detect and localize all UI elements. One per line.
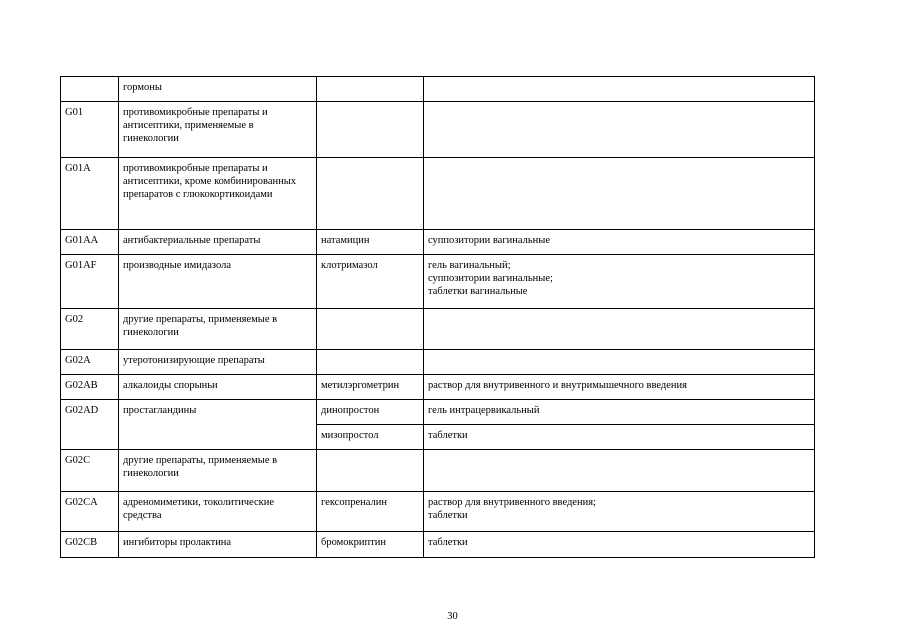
table-row	[61, 158, 815, 230]
group-cell: другие препараты, применяемые в гинекологии	[119, 309, 317, 350]
atc-code-cell: G02CA	[61, 492, 119, 532]
dosage-form-cell	[424, 102, 815, 158]
atc-code-cell: G01A	[61, 158, 119, 230]
dosage-form-cell	[424, 158, 815, 230]
dosage-form-cell	[424, 350, 815, 375]
atc-code-cell: G02A	[61, 350, 119, 375]
table-row	[61, 492, 815, 532]
dosage-form-cell	[424, 450, 815, 492]
atc-code-cell: G02CB	[61, 532, 119, 558]
dosage-form-cell: раствор для внутривенного введения; таблетки	[424, 492, 815, 532]
dosage-form-cell: гель вагинальный; суппозитории вагинальные; таблетки вагинальные	[424, 255, 815, 309]
atc-code-cell: G02C	[61, 450, 119, 492]
table-row	[61, 450, 815, 492]
group-cell: простагландины	[119, 400, 317, 450]
atc-code-cell: G02	[61, 309, 119, 350]
table-row	[61, 255, 815, 309]
group-cell: другие препараты, применяемые в гинекологии	[119, 450, 317, 492]
drug-name-cell	[317, 158, 424, 230]
drug-name-cell	[317, 350, 424, 375]
drug-name-cell: гексопреналин	[317, 492, 424, 532]
dosage-form-cell	[424, 309, 815, 350]
dosage-form-cell: раствор для внутривенного и внутримышечного введения	[424, 375, 815, 400]
drug-name-cell: натамицин	[317, 230, 424, 255]
drug-name-cell: метилэргометрин	[317, 375, 424, 400]
atc-code-cell: G01AA	[61, 230, 119, 255]
group-cell: ингибиторы пролактина	[119, 532, 317, 558]
drug-name-cell: клотримазол	[317, 255, 424, 309]
dosage-form-cell	[424, 77, 815, 102]
table-row	[61, 309, 815, 350]
table-row	[61, 400, 815, 425]
drug-name-cell: бромокриптин	[317, 532, 424, 558]
table-row	[61, 350, 815, 375]
dosage-form-cell: таблетки	[424, 532, 815, 558]
dosage-form-cell: гель интрацервикальный	[424, 400, 815, 425]
table-row	[61, 77, 815, 102]
group-cell: противомикробные препараты и антисептики, применяемые в гинекологии	[119, 102, 317, 158]
atc-code-cell: G02AD	[61, 400, 119, 450]
atc-code-cell: G02AB	[61, 375, 119, 400]
table-row	[61, 375, 815, 400]
page-number: 30	[447, 611, 458, 622]
atc-code-cell: G01AF	[61, 255, 119, 309]
drug-name-cell: мизопростол	[317, 425, 424, 450]
group-cell: алкалоиды спорыньи	[119, 375, 317, 400]
atc-code-cell	[61, 77, 119, 102]
table-row	[61, 230, 815, 255]
drug-name-cell	[317, 309, 424, 350]
dosage-form-cell: суппозитории вагинальные	[424, 230, 815, 255]
table-row	[61, 532, 815, 558]
drug-name-cell	[317, 102, 424, 158]
drug-classification-table	[60, 76, 815, 558]
group-cell: противомикробные препараты и антисептики, кроме комбинированных препаратов с глюкокортикоидами	[119, 158, 317, 230]
drug-name-cell	[317, 450, 424, 492]
dosage-form-cell: таблетки	[424, 425, 815, 450]
drug-name-cell	[317, 77, 424, 102]
drug-name-cell: динопростон	[317, 400, 424, 425]
group-cell: антибактериальные препараты	[119, 230, 317, 255]
group-cell: производные имидазола	[119, 255, 317, 309]
atc-code-cell: G01	[61, 102, 119, 158]
group-cell: гормоны	[119, 77, 317, 102]
group-cell: утеротонизирующие препараты	[119, 350, 317, 375]
table-row	[61, 102, 815, 158]
group-cell: адреномиметики, токолитические средства	[119, 492, 317, 532]
